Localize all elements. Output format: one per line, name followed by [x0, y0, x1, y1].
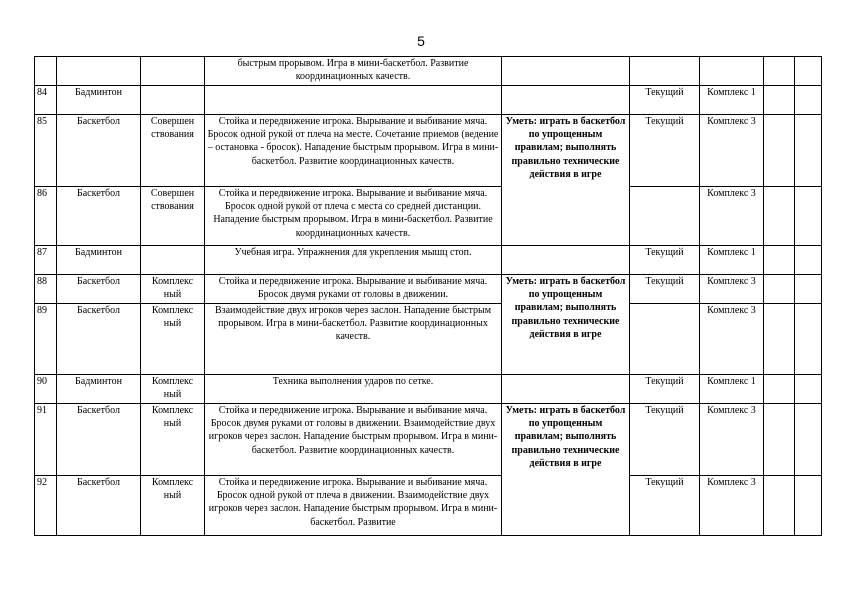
- lesson-number: 85: [35, 115, 57, 187]
- lesson-content-cell: Стойка и передвижение игрока. Вырывание и выбивание мяча. Бросок одной рукой от плеча в движении. Взаимодействие двух игроков через заслон. Нападение быстрым прорывом. Игра в мини-баскетбол. Развитие: [205, 476, 502, 536]
- table-row: [35, 187, 822, 246]
- skills-cell: [502, 375, 630, 404]
- skills-cell: Уметь: играть в баскетбол по упрощенным правилам; выполнять правильно технические действия в игре: [502, 115, 630, 246]
- date-plan-cell: [764, 476, 795, 536]
- complex-cell: Комплекс 3: [700, 304, 764, 375]
- lesson-type-cell: Комплекс ный: [141, 404, 205, 476]
- date-fact-cell: [795, 187, 822, 246]
- lesson-content-cell: [205, 86, 502, 115]
- control-cell: Текущий: [630, 246, 700, 275]
- complex-cell: Комплекс 3: [700, 404, 764, 476]
- date-plan-cell: [764, 375, 795, 404]
- lesson-type-cell: Комплекс ный: [141, 275, 205, 304]
- control-cell: Текущий: [630, 115, 700, 187]
- complex-cell: Комплекс 1: [700, 86, 764, 115]
- date-fact-cell: [795, 375, 822, 404]
- control-cell: Текущий: [630, 275, 700, 304]
- complex-cell: Комплекс 3: [700, 476, 764, 536]
- complex-cell: Комплекс 3: [700, 187, 764, 246]
- lesson-number: 86: [35, 187, 57, 246]
- lesson-type-cell: [141, 246, 205, 275]
- table-row: [35, 476, 822, 536]
- control-cell: [630, 187, 700, 246]
- sport-cell: Бадминтон: [57, 375, 141, 404]
- date-plan-cell: [764, 404, 795, 476]
- sport-cell: Баскетбол: [57, 187, 141, 246]
- table-row: [35, 275, 822, 304]
- table-row: [35, 115, 822, 187]
- date-plan-cell: [764, 187, 795, 246]
- sport-cell: Баскетбол: [57, 476, 141, 536]
- skills-cell: [502, 246, 630, 275]
- lesson-number: [35, 57, 57, 86]
- sport-cell: [57, 57, 141, 86]
- date-fact-cell: [795, 476, 822, 536]
- lesson-number: 84: [35, 86, 57, 115]
- sport-cell: Бадминтон: [57, 246, 141, 275]
- skills-cell: [502, 57, 630, 86]
- lesson-number: 90: [35, 375, 57, 404]
- control-cell: Текущий: [630, 404, 700, 476]
- lesson-content-cell: Учебная игра. Упражнения для укрепления мышц стоп.: [205, 246, 502, 275]
- date-fact-cell: [795, 246, 822, 275]
- lesson-number: 89: [35, 304, 57, 375]
- table-row: [35, 375, 822, 404]
- control-cell: Текущий: [630, 476, 700, 536]
- lesson-number: 91: [35, 404, 57, 476]
- control-cell: Текущий: [630, 375, 700, 404]
- date-plan-cell: [764, 86, 795, 115]
- lesson-content-cell: Стойка и передвижение игрока. Вырывание и выбивание мяча. Бросок двумя руками от головы в движении. Взаимодействие двух игроков через заслон. Нападение быстрым прорывом. Игра в мини-баскетбол. Развитие координационных качеств.: [205, 404, 502, 476]
- skills-cell: Уметь: играть в баскетбол по упрощенным правилам; выполнять правильно технические действия в игре: [502, 404, 630, 536]
- lesson-type-cell: Комплекс ный: [141, 304, 205, 375]
- lesson-type-cell: Совершен ствования: [141, 187, 205, 246]
- date-plan-cell: [764, 115, 795, 187]
- lesson-type-cell: [141, 57, 205, 86]
- date-plan-cell: [764, 246, 795, 275]
- lesson-content-cell: Стойка и передвижение игрока. Вырывание и выбивание мяча. Бросок одной рукой от плеча с места со средней дистанции. Нападение быстрым прорывом. Игра в мини-баскетбол. Развитие координационных качеств.: [205, 187, 502, 246]
- lesson-number: 88: [35, 275, 57, 304]
- skills-cell: [502, 86, 630, 115]
- table-row: [35, 304, 822, 375]
- date-fact-cell: [795, 86, 822, 115]
- lesson-number: 87: [35, 246, 57, 275]
- lesson-content-cell: быстрым прорывом. Игра в мини-баскетбол. Развитие координационных качеств.: [205, 57, 502, 86]
- table-row: [35, 57, 822, 86]
- complex-cell: Комплекс 1: [700, 375, 764, 404]
- sport-cell: Бадминтон: [57, 86, 141, 115]
- lesson-content-cell: Техника выполнения ударов по сетке.: [205, 375, 502, 404]
- lesson-type-cell: Совершен ствования: [141, 115, 205, 187]
- date-fact-cell: [795, 304, 822, 375]
- lesson-content-cell: Стойка и передвижение игрока. Вырывание и выбивание мяча. Бросок одной рукой от плеча на месте. Сочетание приемов (ведение – остановка - бросок). Нападение быстрым прорывом. Игра в мини-баскетбол. Развитие координационных качеств.: [205, 115, 502, 187]
- sport-cell: Баскетбол: [57, 304, 141, 375]
- table-row: [35, 404, 822, 476]
- complex-cell: Комплекс 1: [700, 246, 764, 275]
- complex-cell: Комплекс 3: [700, 275, 764, 304]
- date-fact-cell: [795, 57, 822, 86]
- complex-cell: Комплекс 3: [700, 115, 764, 187]
- sport-cell: Баскетбол: [57, 275, 141, 304]
- lesson-type-cell: [141, 86, 205, 115]
- table-row: [35, 246, 822, 275]
- date-plan-cell: [764, 304, 795, 375]
- table-row: [35, 86, 822, 115]
- control-cell: Текущий: [630, 86, 700, 115]
- date-fact-cell: [795, 275, 822, 304]
- lesson-plan-table: [34, 56, 822, 536]
- control-cell: [630, 304, 700, 375]
- lesson-content-cell: Стойка и передвижение игрока. Вырывание и выбивание мяча. Бросок двумя руками от головы в движении.: [205, 275, 502, 304]
- lesson-number: 92: [35, 476, 57, 536]
- sport-cell: Баскетбол: [57, 115, 141, 187]
- lesson-type-cell: Комплекс ный: [141, 476, 205, 536]
- complex-cell: [700, 57, 764, 86]
- page-number: 5: [417, 33, 425, 49]
- lesson-type-cell: Комплекс ный: [141, 375, 205, 404]
- skills-cell: Уметь: играть в баскетбол по упрощенным правилам; выполнять правильно технические действия в игре: [502, 275, 630, 375]
- control-cell: [630, 57, 700, 86]
- sport-cell: Баскетбол: [57, 404, 141, 476]
- date-plan-cell: [764, 57, 795, 86]
- lesson-content-cell: Взаимодействие двух игроков через заслон. Нападение быстрым прорывом. Игра в мини-баскетбол. Развитие координационных качеств.: [205, 304, 502, 375]
- date-fact-cell: [795, 115, 822, 187]
- date-fact-cell: [795, 404, 822, 476]
- date-plan-cell: [764, 275, 795, 304]
